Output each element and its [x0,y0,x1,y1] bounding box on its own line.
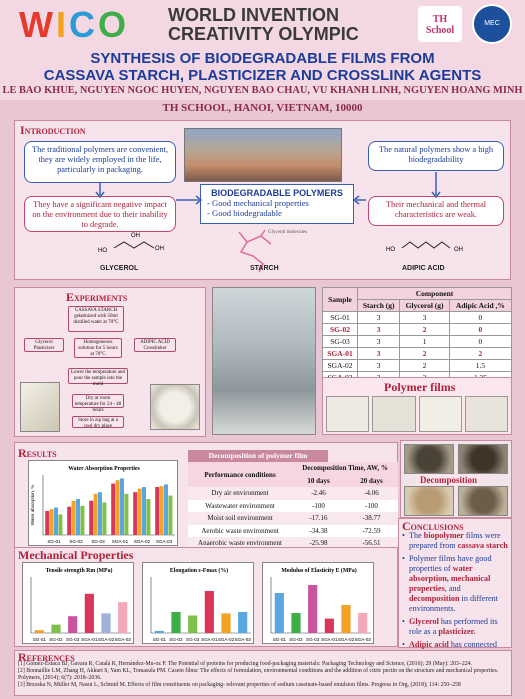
decomp-photo [404,444,454,474]
bar [89,501,93,535]
sample-header: Sample [323,288,358,312]
x-tick-label: SG-02 [289,637,303,642]
x-tick-label: SG-01 [32,637,46,642]
composition-cell-starch: 3 [358,348,400,360]
conclusion-bold2: decomposition [409,594,460,603]
logo-letter-i: I [55,4,67,45]
x-tick-label: SG-02 [69,539,83,544]
modulus-svg [263,563,375,645]
decomp-cell-d10: -2.46 [292,487,345,500]
conclusion-post: , and [444,584,461,593]
adipic-label: ADIPIC ACID [402,265,445,272]
references-heading: References [18,650,75,664]
glycerol-oh-end: OH [155,246,164,252]
composition-cell-sample: SGA-01 [323,348,358,360]
x-tick-label: SGA-01 [81,637,98,642]
conclusion-bold2: cassava starch [457,541,508,550]
chart-title: Modulus of Elasticity E (MPa) [281,568,357,574]
bar [275,593,284,633]
composition-cell-sample: SG-03 [323,336,358,348]
bar [116,480,120,535]
authors: LE BAO KHUE, NGUYEN NGOC HUYEN, NGUYEN BAO CHAU, VU KHANH LINH, NGUYEN HOANG MINH [2,85,523,96]
chart-title: Tensile strength Rm (MPa) [45,568,113,574]
water-absorption-svg [29,461,179,547]
composition-cell-sample: SG-02 [323,324,358,336]
x-tick-label: SGA-03 [114,637,131,642]
decomp-cell-d10: -17.16 [292,512,345,525]
x-tick-label: SG-03 [306,637,320,642]
flow-glycerol: Glycerol Plasticizer [24,338,64,352]
bar [164,484,168,535]
glycerol-molecules-caption: Glycerol molecules [268,230,308,235]
decomp-col2: Decomposition Time, AW, % [292,462,398,475]
composition-cell-adipic: 2 [449,348,511,360]
composition-cell-adipic: 0 [449,312,511,324]
reference-item: [3] Brzoska N, Müller M, Nasui L, Schmid M. Effects of film constituents on packaging- relevant properties of sodium caseinate-based emulsion films. Progress in Org, (2018); 114: 250–258 [18,682,461,688]
composition-cell-glycerol: 1 [400,336,450,348]
adipic-oh: OH [454,247,463,253]
bar [171,612,180,633]
x-tick-label: SGA-02 [133,539,151,544]
conclusion-bold: biopolymer [423,531,464,540]
decomp-cell-d20: -72.59 [345,525,398,538]
conclusion-post: has connected [450,640,498,649]
decomposition-table [188,462,398,550]
bar [118,602,127,633]
weak-box: Their mechanical and thermal characteristics are weak. [368,196,504,226]
negative-box: They have a significant negative impact on the environment due to their inability to degrade. [24,196,176,232]
glycerol-label: GLYCEROL [100,265,139,272]
composition-row [323,348,512,360]
bar [238,612,247,633]
col-adipic: Adipic Acid ,% [449,300,511,312]
decomp-cell-d20: -4.06 [345,487,398,500]
conclusion-pre: Polymer films have good properties of [409,554,492,573]
x-tick-label: SGA-01 [201,637,218,642]
wico-subtitle [168,6,359,44]
mechanical-heading: Mechanical Properties [18,548,134,562]
bar [308,585,317,633]
decomp-cell-d20: -56.51 [345,537,398,550]
composition-cell-starch: 3 [358,312,400,324]
bar [94,494,98,535]
col-glycerol: Glycerol (g) [400,300,450,312]
wico-line1: WORLD INVENTION [168,5,339,25]
conclusions-heading: Conclusions [402,519,464,533]
introduction-heading: Introduction [20,123,86,137]
decomp-cell-d20: -100 [345,500,398,513]
wico-logo [18,4,128,46]
bar [85,594,94,633]
conclusion-item [402,531,510,551]
results-heading: Results [18,446,57,460]
decomposition-label: Decomposition [416,475,481,485]
bar [35,630,44,633]
conclusion-post: has performed its role as a [409,617,498,636]
x-tick-label: SG-03 [186,637,200,642]
film-photo [372,396,415,432]
decomp-cell-d20: -38.77 [345,512,398,525]
badge-logo [472,4,512,44]
wico-line2: CREATIVITY OLYMPIC [168,24,359,44]
bar [168,496,172,535]
badge-logo-text: MEC [484,20,500,27]
decomp-row [188,487,398,500]
lab-photo [212,287,316,435]
starch-label: STARCH [250,265,279,272]
school-logo [418,6,462,42]
bio-title: BIODEGRADABLE POLYMERS [211,188,343,198]
elongation-svg [143,563,255,645]
tensile-svg [23,563,135,645]
x-tick-label: SGA-02 [97,637,115,642]
conclusion-bold: Glycerol [409,617,439,626]
x-tick-label: SGA-03 [354,637,371,642]
bar [120,478,124,535]
glycerol-oh-mid: OH [131,233,140,239]
references-list [18,661,508,689]
flow-homog: Homogeneous solution for 5 hours at 70°C [74,338,122,358]
x-tick-label: SGA-02 [337,637,355,642]
school-logo-text: TH School [425,14,455,36]
bar [68,616,77,633]
bar [221,613,230,633]
conclusion-pre: The [409,531,424,540]
decomp-photo [404,486,454,516]
bar [325,619,334,633]
decomp-cell-cond: Moist soil environment [188,512,292,525]
conclusion-bold: water absorption, mechanical properties [409,564,491,593]
conclusion-item [402,617,510,637]
flow-adipic: ADIPIC ACID Crosslinker [134,338,176,352]
decomp-row [188,525,398,538]
composition-cell-starch: 3 [358,360,400,372]
bar [124,494,128,535]
x-tick-label: SGA-01 [321,637,338,642]
flow-start: CASSAVA STARCH gelatinized with 50ml distilled water at 70°C [68,306,124,332]
bar [146,499,150,535]
decomp-cell-d10: -100 [292,500,345,513]
x-tick-label: SG-03 [91,539,105,544]
composition-cell-sample: SGA-02 [323,360,358,372]
bar [45,511,49,535]
composition-row [323,360,512,372]
flow-store: Store in zip bag at a cool dry place [72,416,124,428]
bar [155,487,159,535]
decomp-day20: 20 days [345,475,398,488]
bar [291,613,300,633]
bar [50,509,54,535]
decomp-cell-d10: -34.38 [292,525,345,538]
composition-cell-glycerol: 3 [400,312,450,324]
decomp-cell-cond: Wastewater environment [188,500,292,513]
experiment-photo-left [20,382,60,432]
x-tick-label: SG-01 [272,637,286,642]
decomp-col1: Performance conditions [188,462,292,487]
water-absorption-chart [28,460,178,546]
bar [76,499,80,535]
bar [138,489,142,535]
bar [101,613,110,633]
composition-table [322,287,512,384]
decomp-row [188,500,398,513]
bar [58,514,62,535]
component-header: Component [358,288,512,300]
x-tick-label: SG-02 [169,637,183,642]
reference-item: [1] Gómez-Estaca BJ, Gavara R, Catalá R, Hernández-Mu-oz P. The Potential of proteins for producing food-packaging materials: Packaging Technology and Science, (2016); 29 (May): 203–224. [18,661,472,667]
composition-cell-glycerol: 2 [400,360,450,372]
glycerol-ho: HO [98,248,107,254]
traditional-box: The traditional polymers are convenient, they are widely employed in the life, particularly in packaging. [24,141,176,183]
flow-mold: Lower the temperature and pour the sample into the mold [68,368,128,384]
bar [341,605,350,633]
bar [67,507,71,535]
bio-item: - Good mechanical properties [207,198,309,208]
bar [155,631,164,633]
elongation-chart [142,562,254,644]
bar [358,613,367,633]
tensile-chart [22,562,134,644]
decomp-cell-cond: Anaerobic waste environment [188,537,292,550]
composition-cell-adipic: 0 [449,336,511,348]
composition-cell-starch: 3 [358,336,400,348]
conclusion-post2: in different environments. [409,594,498,613]
experiment-photo-right [150,384,200,430]
film-photo [326,396,369,432]
bar [80,506,84,535]
decomp-day10: 10 days [292,475,345,488]
col-starch: Starch (g) [358,300,400,312]
conclusions-list [402,531,510,663]
x-tick-label: SG-03 [66,637,80,642]
conclusion-bold: Adipic acid [409,640,449,649]
bar [160,486,164,535]
bar [72,501,76,535]
bar [51,625,60,633]
composition-row [323,336,512,348]
conclusion-item [402,554,510,614]
adipic-ho: HO [386,247,395,253]
bar [102,502,106,535]
logo-letter-c: C [69,4,96,45]
bar [133,492,137,535]
x-tick-label: SG-02 [49,637,63,642]
composition-cell-starch: 3 [358,324,400,336]
chart-title: Water Absorption Properties [68,466,140,472]
y-axis-label: Water absorption, % [30,484,35,526]
x-tick-label: SGA-03 [234,637,251,642]
polymer-films-photos [326,396,508,432]
bar [188,616,197,634]
flow-dry: Dry at room temperature for 24 - 48 hours [72,394,124,408]
bar [111,484,115,535]
composition-cell-glycerol: 2 [400,324,450,336]
chart-title: Elongation ɛ-Fmax (%) [169,568,229,574]
decomp-photo [458,444,508,474]
composition-cell-sample: SG-01 [323,312,358,324]
composition-cell-glycerol: 2 [400,348,450,360]
adipic-structure [402,242,450,248]
bar [205,591,214,633]
film-photo [419,396,462,432]
poster-title-line1: SYNTHESIS OF BIODEGRADABLE FILMS FROM [90,50,435,67]
x-tick-label: SGA-03 [155,539,173,544]
affiliation: TH SCHOOL, HANOI, VIETNAM, 10000 [162,102,363,114]
conclusion-bold2: plasticizer. [438,627,476,636]
bar [98,492,102,535]
bio-item: - Good biodegradable [207,208,282,218]
x-tick-label: SGA-02 [217,637,235,642]
modulus-chart [262,562,374,644]
reference-item: [2] Bonnaillie LM, Zhang H, Akkurt S, Yam KL, Tomasula PM. Casein films: The effects of formulation, environmental conditions and the addition of citric pectin on the structure and mechanical properties. Polymers, (2014); 6(7): 2018–2036. [18,668,499,681]
film-photo [465,396,508,432]
natural-box: The natural polymers show a high biodegradability [368,141,504,171]
intro-arrows [14,120,511,280]
bar [142,487,146,535]
composition-row [323,324,512,336]
decomp-cell-cond: Aerobic waste environment [188,525,292,538]
x-tick-label: SGA-01 [111,539,129,544]
composition-cell-adipic: 0 [449,324,511,336]
decomp-cell-cond: Dry air environment [188,487,292,500]
decomp-row [188,512,398,525]
glycerol-structure [114,242,154,248]
polymer-films-label: Polymer films [384,380,456,394]
experiments-heading: Experiments [66,290,128,304]
bar [54,508,58,535]
composition-cell-adipic: 1.5 [449,360,511,372]
x-tick-label: SG-01 [152,637,166,642]
poster-title-line2: CASSAVA STARCH, PLASTICIZER AND CROSSLINK AGENTS [43,67,482,84]
logo-letter-o: O [98,4,128,45]
logo-letter-w: W [19,4,54,45]
decomp-photo [458,486,508,516]
x-tick-label: SG-01 [47,539,61,544]
composition-row [323,312,512,324]
conclusion-post: films were prepared from [409,531,501,550]
decomp-title: Decomposition of polymer film [188,450,328,462]
decomp-cell-d10: -25.98 [292,537,345,550]
